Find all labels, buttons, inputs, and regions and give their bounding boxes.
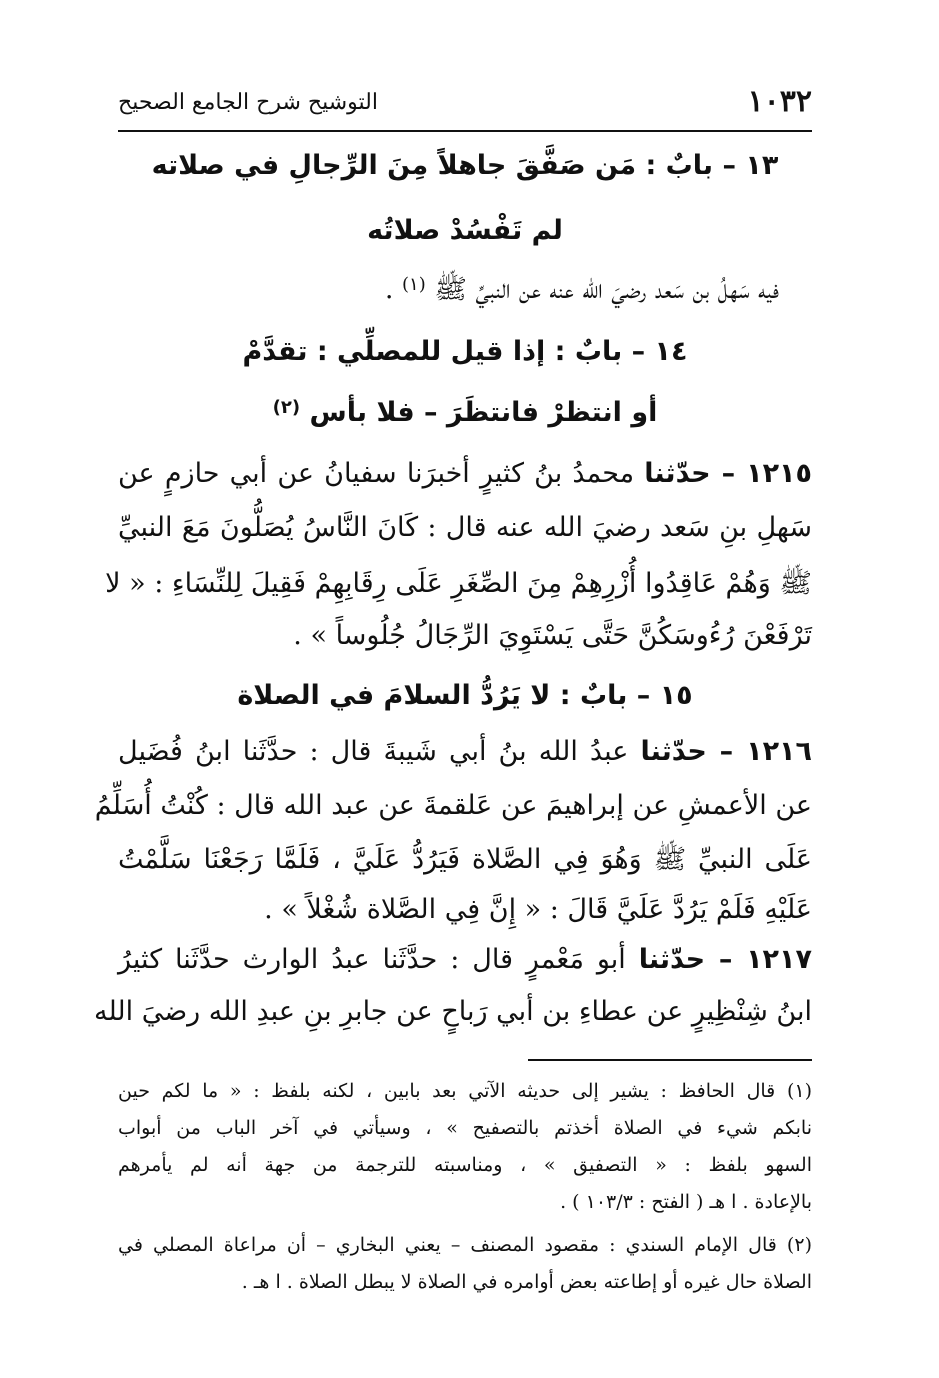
hadith-1215-line-1	[118, 458, 812, 489]
hadith-1215-line-2: سَهلِ بنِ سَعد رضيَ الله عنه قال : كَانَ النَّاسُ يُصَلُّونَ مَعَ النبيِّ	[118, 512, 812, 543]
hadith-1217-line-1-text: أبو مَعْمرٍ قال : حدَّثَنا عبدُ الوارث حدَّثَنا كثيرُ	[118, 944, 639, 975]
hadith-1216-number: ١٢١٦ – حدّثنا	[640, 736, 813, 767]
hadith-1215-line-1-text: محمدُ بنُ كثيرٍ أخبرَنا سفيانُ عن أبي حازمٍ عن	[118, 458, 645, 489]
hadith-1216-line-1-text: عبدُ الله بنُ أبي شَيبةَ قال : حدَّثَنا ابنُ فُضَيل	[118, 736, 641, 767]
page-header	[118, 80, 812, 132]
footnote-1-line-1: (١) قال الحافظ : يشير إلى حديثه الآتي بعد بابين ، لكنه بلفظ : « ما لكم حين	[118, 1080, 812, 1102]
footnote-divider	[528, 1059, 812, 1061]
hadith-1217-number: ١٢١٧ – حدّثنا	[638, 944, 812, 975]
chapter-15-title: ١٥ – بابٌ : لا يَرُدُّ السلامَ في الصلاة	[237, 680, 693, 711]
footnote-1-line-3: السهو بلفظ : « التصفيق » ، ومناسبته للترجمة من جهة أنه لم يأمرهم	[118, 1154, 812, 1176]
hadith-1215-number: ١٢١٥ – حدّثنا	[644, 458, 813, 489]
footnote-ref-1: (١)	[402, 274, 426, 295]
page-number: ١٠٣٢	[747, 84, 812, 119]
footnote-1-line-4: بالإعادة . ا هـ ( الفتح : ١٠٣/٣ ) .	[560, 1191, 812, 1213]
chapter-13-note-end: .	[384, 274, 394, 305]
footnote-2-line-1: (٢) قال الإمام السندي : مقصود المصنف – يعني البخاري – أن مراعاة المصلي في	[118, 1234, 812, 1256]
hadith-1216-line-2: عن الأعمشِ عن إبراهيمَ عن عَلقمةَ عن عبد الله قال : كُنْتُ أُسَلِّمُ	[94, 790, 812, 821]
chapter-13-title-line-1: ١٣ – بابٌ : مَن صَفَّقَ جاهلاً مِنَ الرِّجالِ في صلاته	[151, 150, 779, 181]
hadith-1217-line-1	[118, 944, 812, 975]
hadith-1216-line-3: عَلَى النبيِّ ﷺ وَهُوَ فِي الصَّلاة فَيَرُدُّ عَلَيَّ ، فَلَمَّا رَجَعْنَا سَلَّمْتُ	[118, 844, 812, 875]
hadith-1215-line-4: تَرْفَعْنَ رُءُوسَكُنَّ حَتَّى يَسْتَوِيَ الرِّجَالُ جُلُوساً » .	[293, 620, 812, 651]
chapter-14-title-line-1: ١٤ – بابٌ : إذا قيل للمصلِّي : تقدَّمْ	[242, 336, 688, 367]
hadith-1216-line-4: عَلَيْهِ فَلَمْ يَرُدَّ عَلَيَّ قَالَ : « إِنَّ فِي الصَّلاة شُغْلاً » .	[264, 894, 812, 925]
hadith-1217-line-2: ابنُ شِنْظِيرٍ عن عطاءِ بن أبي رَباحٍ عن جابرِ بنِ عبدِ الله رضيَ الله	[94, 996, 812, 1027]
chapter-13-title-line-2: لم تَفْسُدْ صلاتُه	[367, 215, 563, 246]
hadith-1216-line-1	[118, 736, 812, 767]
footnote-1-line-2: نابكم شيء في الصلاة أخذتم بالتصفيح » ، وسيأتي في آخر الباب من أبواب	[118, 1117, 812, 1139]
running-title: التوشيح شرح الجامع الصحيح	[118, 90, 378, 115]
chapter-13-note-text: فيه سَهلُ بن سَعد رضيَ الله عنه عن النبيِّ ﷺ	[434, 274, 779, 305]
footnote-2-line-2: الصلاة حال غيره أو إطاعته بعض أوامره في الصلاة لا يبطل الصلاة . ا هـ .	[241, 1271, 812, 1293]
chapter-14-title-text: أو انتظرْ فانتظَرَ – فلا بأس	[309, 397, 658, 428]
hadith-1215-line-3: ﷺ وَهُمْ عَاقِدُوا أُزْرِهِمْ مِنَ الصِّغَرِ عَلَى رِقَابِهِمْ فَقِيلَ لِلنِّسَاءِ : « لا	[105, 568, 812, 599]
chapter-13-note	[385, 272, 779, 312]
footnote-ref-2: (٢)	[272, 397, 301, 418]
chapter-14-title-line-2	[118, 397, 812, 428]
